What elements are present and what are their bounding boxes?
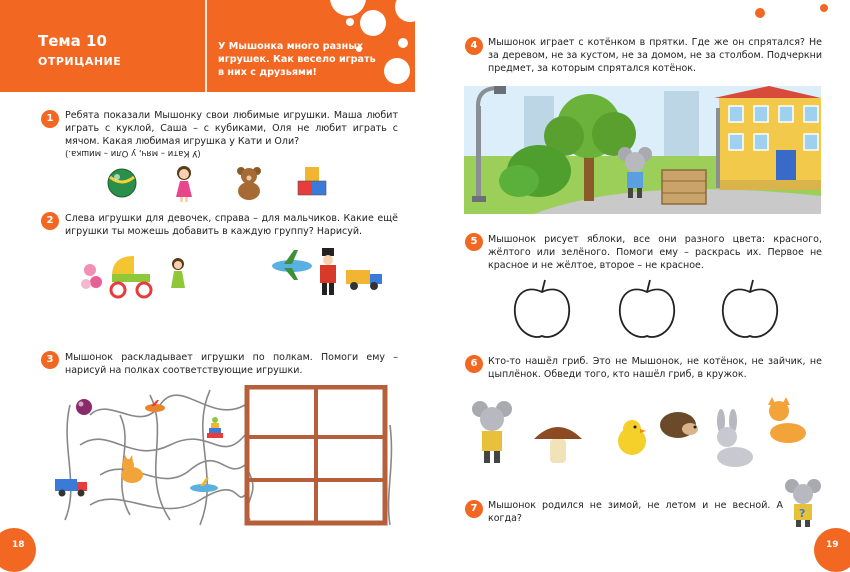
task-3-maze	[50, 385, 410, 530]
ball-icon	[76, 399, 92, 415]
stroller-icon	[111, 256, 151, 297]
theme-subtitle: ОТРИЦАНИЕ	[38, 55, 122, 68]
decor-circle	[398, 38, 408, 48]
decor-circle	[330, 0, 366, 16]
crate-icon	[662, 170, 706, 204]
doll-icon	[171, 258, 185, 288]
house-icon	[714, 86, 821, 190]
task-4-text: Мышонок играет с котёнком в прятки. Где же он спрятался? Не за деревом, не за кустом, не за домом, не за столбом. Подчеркни предмет, за которым спрятался котёнок.	[488, 37, 822, 74]
task-number: 7	[465, 500, 483, 518]
kitten-icon	[768, 397, 806, 443]
decor-circle	[384, 58, 410, 84]
header-divider	[205, 0, 207, 92]
task-number: 4	[465, 37, 483, 55]
task-6-text: Кто-то нашёл гриб. Это не Мышонок, не котёнок, не зайчик, не цыплёнок. Обведи того, кто нашёл гриб, в кружок.	[488, 356, 822, 380]
apple-outline-icon	[620, 280, 674, 337]
task-5-apples	[505, 278, 795, 343]
decor-circle	[395, 0, 425, 22]
task-2-girls-toys	[80, 250, 200, 300]
task-number: 6	[465, 355, 483, 373]
airplane-icon	[272, 250, 312, 280]
decor-circle	[346, 18, 354, 26]
mouse-icon	[472, 401, 512, 463]
task-1-toys	[100, 163, 360, 203]
cat-icon	[121, 455, 143, 483]
task-2-boys-toys	[270, 246, 390, 300]
task-4-scene	[464, 86, 821, 214]
decor-circle	[755, 8, 765, 18]
tea-set-icon	[81, 264, 102, 289]
page-number-left	[0, 528, 36, 572]
blocks-icon	[298, 167, 326, 195]
decor-circle	[820, 4, 828, 12]
soldier-icon	[320, 248, 336, 295]
apple-outline-icon	[723, 280, 777, 337]
rabbit-icon	[717, 409, 753, 467]
task-3-text: Мышонок раскладывает игрушки по полкам. Помоги ему – нарисуй на полках соответствующие игрушки.	[65, 352, 398, 376]
doll-icon	[176, 166, 192, 202]
ball-icon	[108, 169, 136, 197]
task-number: 1	[41, 110, 59, 128]
task-1-answer: (У Кати – мяч, у Оли – мишка.)	[65, 148, 201, 158]
theme-title: Тема 10	[38, 32, 107, 50]
page-number-text: 18	[12, 540, 25, 550]
task-7-mouse	[784, 478, 828, 528]
hedgehog-icon	[660, 412, 698, 438]
apple-outline-icon	[515, 280, 569, 337]
task-6-animals	[468, 393, 828, 473]
page-number-right	[814, 528, 850, 572]
task-number: 2	[41, 212, 59, 230]
teddy-bear-icon	[237, 167, 261, 200]
mushroom-icon	[534, 427, 582, 463]
task-number: 5	[465, 233, 483, 251]
task-number: 3	[41, 351, 59, 369]
task-1-text: Ребята показали Мышонку свои любимые игрушки. Маша любит играть с куклой, Саша – с кубиками, Оля не любит играть с мячом. Какая любимая игрушка у Кати и Оли?	[65, 110, 398, 147]
shelf-frame	[247, 387, 385, 523]
task-7-text: Мышонок родился не зимой, не летом и не весной. А когда?	[488, 500, 783, 524]
airplane-icon	[190, 478, 218, 492]
chick-icon	[618, 420, 646, 455]
task-2-text: Слева игрушки для девочек, справа – для мальчиков. Какие ещё игрушки ты можешь добавить в каждую группу? Нарисуй.	[65, 213, 398, 237]
page-number-text: 19	[826, 540, 839, 550]
pyramid-icon	[207, 417, 223, 438]
intro-text: У Мышонка много разных игрушек. Как весело играть в них с друзьями!	[218, 41, 376, 78]
decor-circle	[360, 10, 386, 36]
truck-icon	[346, 270, 382, 290]
question-mark: ?	[799, 507, 806, 520]
task-5-text: Мышонок рисует яблоки, все они разного цвета: красного, жёлтого или зелёного. Помоги ему – раскрась их. Первое не красное и не жёлтое, второе – не красное.	[488, 234, 822, 271]
